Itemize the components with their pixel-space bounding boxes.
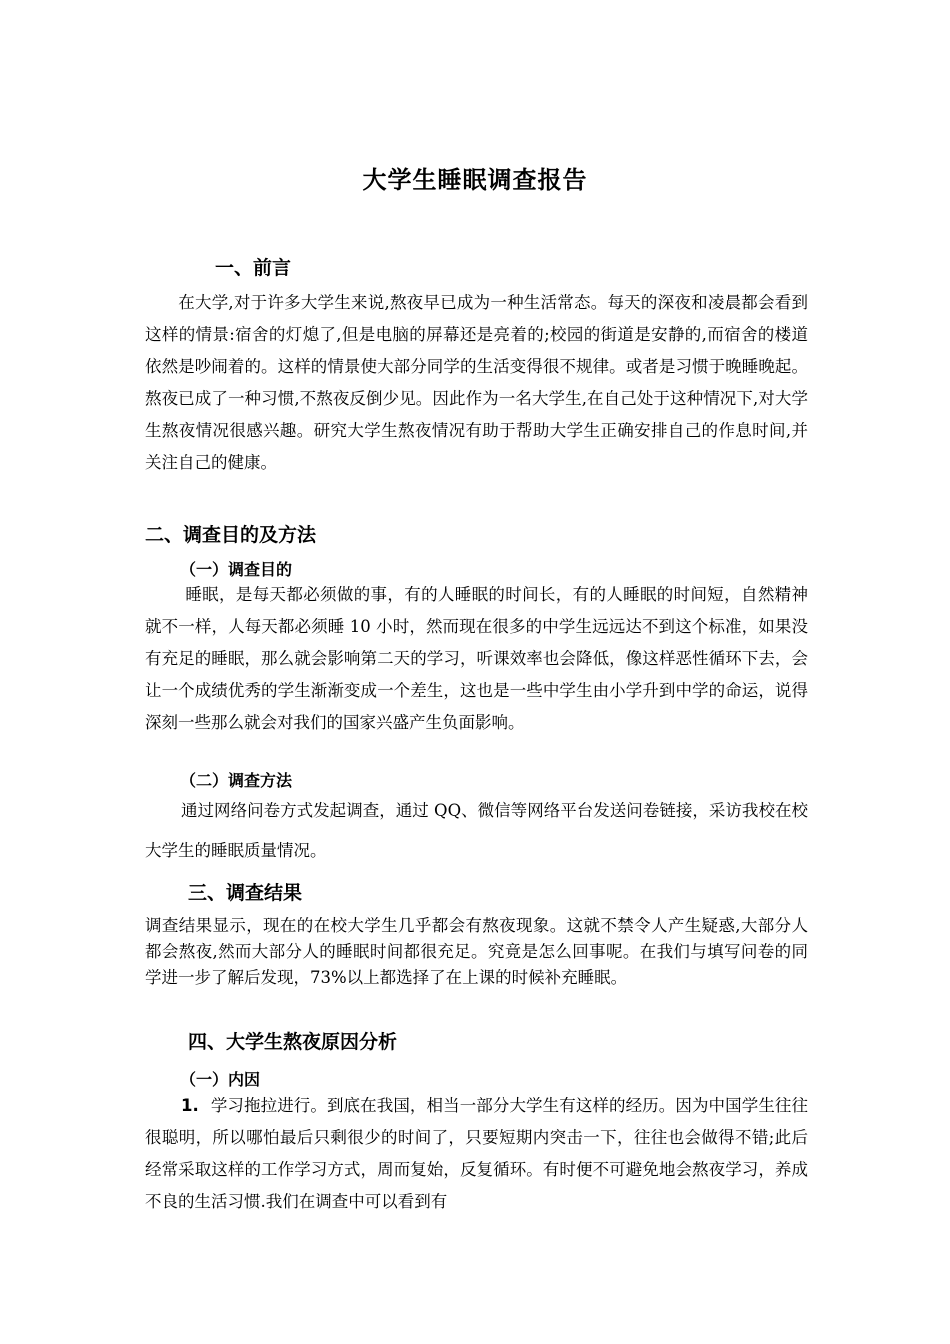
analysis-item-1 (145, 1090, 808, 1218)
item-number: 1. (181, 1096, 199, 1115)
section-heading-purpose-method: 二、调查目的及方法 (145, 524, 317, 546)
preface-paragraph (145, 287, 808, 479)
results-paragraph (145, 913, 808, 991)
subheading-purpose: （一）调查目的 (180, 560, 293, 579)
method-paragraph (145, 791, 808, 871)
results-text: 调查结果显示，现在的在校大学生几乎都会有熬夜现象。这就不禁令人产生疑惑,大部分人都会熬夜,然而大部分人的睡眠时间都很充足。究竟是怎么回事呢。在我们与填写问卷的同学进一步了解后发现，73%以上都选择了在上课的时候补充睡眠。 (145, 916, 808, 987)
section-heading-preface: 一、前言 (215, 257, 292, 279)
document-title: 大学生睡眠调查报告 (362, 166, 588, 194)
section-heading-analysis: 四、大学生熬夜原因分析 (188, 1031, 398, 1053)
section-heading-results: 三、调查结果 (188, 882, 303, 904)
item-text: 学习拖拉进行。到底在我国，相当一部分大学生有这样的经历。因为中国学生往往很聪明，所以哪怕最后只剩很少的时间了，只要短期内突击一下，往往也会做得不错;此后经常采取这样的工作学习方式，周而复始，反复循环。有时便不可避免地会熬夜学习，养成不良的生活习惯.我们在调查中可以看到有 (145, 1096, 808, 1211)
method-text: 通过网络问卷方式发起调查，通过 QQ、微信等网络平台发送问卷链接，采访我校在校大学生的睡眠质量情况。 (145, 801, 808, 860)
purpose-text: 睡眠，是每天都必须做的事，有的人睡眠的时间长，有的人睡眠的时间短，自然精神就不一样，人每天都必须睡 10 小时，然而现在很多的中学生远远达不到这个标准，如果没有充足的睡眠，那么就会影响第二天的学习，听课效率也会降低，像这样恶性循环下去，会让一个成绩优秀的学生渐渐变成一个差生，这也是一些中学生由小学升到中学的命运，说得深刻一些那么就会对我们的国家兴盛产生负面影响。 (145, 585, 808, 732)
subheading-internal: （一）内因 (180, 1070, 261, 1089)
purpose-paragraph (145, 579, 808, 739)
subheading-method: （二）调查方法 (180, 771, 293, 790)
preface-text: 在大学,对于许多大学生来说,熬夜早已成为一种生活常态。每天的深夜和凌晨都会看到这样的情景:宿舍的灯熄了,但是电脑的屏幕还是亮着的;校园的街道是安静的,而宿舍的楼道依然是吵闹着的。这样的情景使大部分同学的生活变得很不规律。或者是习惯于晚睡晚起。熬夜已成了一种习惯,不熬夜反倒少见。因此作为一名大学生,在自己处于这种情况下,对大学生熬夜情况很感兴趣。研究大学生熬夜情况有助于帮助大学生正确安排自己的作息时间,并关注自己的健康。 (145, 293, 808, 472)
